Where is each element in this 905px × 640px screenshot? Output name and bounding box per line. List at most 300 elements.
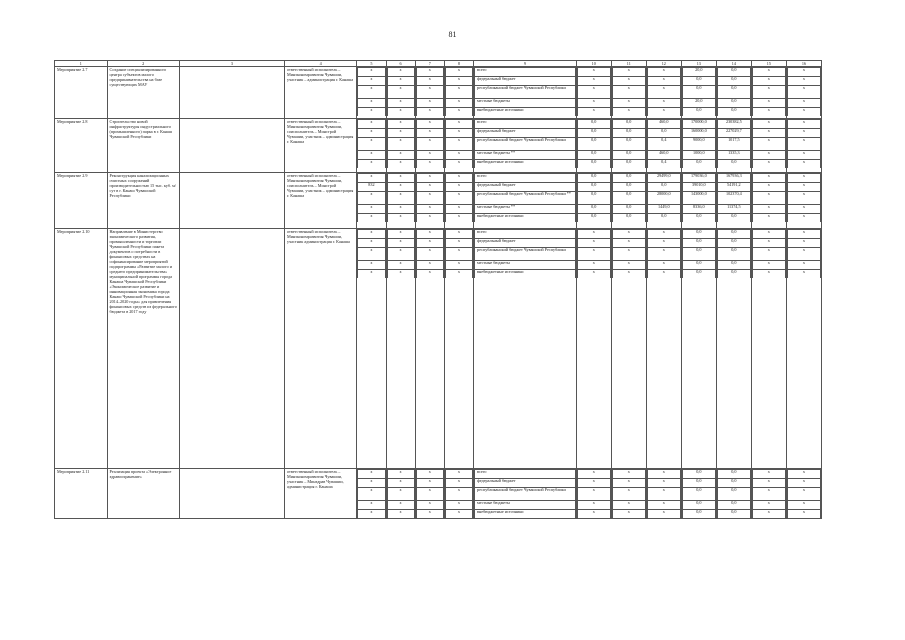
amount-value: x xyxy=(612,470,645,479)
value-column xyxy=(576,173,611,229)
empty-cell xyxy=(179,229,284,469)
code-value: x xyxy=(416,108,443,117)
value-column xyxy=(576,119,611,173)
amount-value: x xyxy=(752,129,785,138)
amount-value: x xyxy=(787,270,820,279)
amount-value: x xyxy=(647,470,680,479)
value-column xyxy=(751,469,786,519)
amount-value: x xyxy=(647,230,680,239)
amount-value: x xyxy=(647,501,680,510)
amount-value: x xyxy=(787,77,820,86)
code-value: x xyxy=(358,77,385,86)
amount-value: x xyxy=(647,261,680,270)
amount-value: x xyxy=(752,488,785,501)
amount-value: x xyxy=(787,86,820,99)
amount-value: x xyxy=(647,479,680,488)
measure-id: Мероприятие 2.10 xyxy=(55,229,108,469)
code-value: x xyxy=(358,501,385,510)
code-value: x xyxy=(416,248,443,261)
amount-value: x xyxy=(577,77,610,86)
code-value: x xyxy=(416,501,443,510)
code-value: x xyxy=(358,138,385,151)
amount-value: 0,0 xyxy=(682,261,715,270)
amount-value: 39010,0 xyxy=(682,183,715,192)
amount-value: x xyxy=(612,108,645,117)
code-value: x xyxy=(387,108,414,117)
amount-value: 1449,0 xyxy=(647,205,680,214)
code-value: 832 xyxy=(358,183,385,192)
code-value: x xyxy=(358,214,385,223)
amount-value: 0,0 xyxy=(717,160,750,169)
value-column xyxy=(681,173,716,229)
code-value: x xyxy=(416,77,443,86)
funding-source: федеральный бюджет xyxy=(475,239,576,248)
header-cell: 9 xyxy=(474,61,577,67)
amount-value: x xyxy=(647,270,680,279)
amount-value: 1335,3 xyxy=(717,151,750,160)
page-number: 81 xyxy=(448,30,457,39)
code-value: x xyxy=(416,129,443,138)
amount-value: x xyxy=(577,488,610,501)
code-value: x xyxy=(387,230,414,239)
amount-value: x xyxy=(612,510,645,519)
funding-source: всего xyxy=(475,230,576,239)
amount-value: x xyxy=(752,86,785,99)
value-column xyxy=(611,229,646,469)
amount-value: 0,0 xyxy=(682,86,715,99)
amount-value: x xyxy=(612,230,645,239)
measure-row xyxy=(55,119,822,173)
measure-executor: ответственный исполнитель – Минэкономразвития Чувашии, соисполнитель – Минстрой Чувашии, участник – администрация г. Канаша xyxy=(284,173,356,229)
measure-executor: ответственный исполнитель – Минэкономразвития Чувашии, участник – администрация г. Канаша xyxy=(284,67,356,119)
amount-value: 0,0 xyxy=(682,160,715,169)
measure-name: Реконструкция канализационных очистных сооружений производительностью 15 тыс. куб. м/сут в г. Канаш Чувашской Республики xyxy=(107,173,179,229)
header-cell: 5 xyxy=(357,61,386,67)
value-column xyxy=(611,67,646,119)
code-column xyxy=(357,469,386,519)
code-value: x xyxy=(358,99,385,108)
amount-value: x xyxy=(752,77,785,86)
amount-value: x xyxy=(577,270,610,279)
funding-source: республиканский бюджет Чувашской Республики xyxy=(475,138,576,151)
value-column xyxy=(716,67,751,119)
measure-row xyxy=(55,67,822,119)
code-value: x xyxy=(445,510,472,519)
amount-value: x xyxy=(787,120,820,129)
code-column xyxy=(415,469,444,519)
value-column xyxy=(716,173,751,229)
value-column xyxy=(681,229,716,469)
code-value: x xyxy=(416,470,443,479)
amount-value: 11374,5 xyxy=(717,205,750,214)
funding-source: местные бюджеты xyxy=(475,261,576,270)
amount-value: x xyxy=(752,501,785,510)
amount-value: 0,0 xyxy=(577,120,610,129)
code-value: x xyxy=(387,138,414,151)
amount-value: x xyxy=(787,138,820,151)
code-column xyxy=(386,469,415,519)
measure-id: Мероприятие 2.9 xyxy=(55,173,108,229)
funding-source: федеральный бюджет xyxy=(475,183,576,192)
code-value: x xyxy=(445,108,472,117)
amount-value: x xyxy=(647,488,680,501)
amount-value: 460,0 xyxy=(647,151,680,160)
amount-value: 167936,3 xyxy=(717,174,750,183)
empty-cell xyxy=(179,67,284,119)
amount-value: 0,0 xyxy=(612,205,645,214)
amount-value: x xyxy=(787,510,820,519)
code-column xyxy=(444,173,473,229)
code-value: x xyxy=(358,261,385,270)
amount-value: x xyxy=(612,261,645,270)
code-value: x xyxy=(387,214,414,223)
code-value: x xyxy=(358,192,385,205)
code-value: x xyxy=(416,174,443,183)
amount-value: 460,0 xyxy=(647,120,680,129)
amount-value: 0,0 xyxy=(717,488,750,501)
header-cell: 1 xyxy=(55,61,108,67)
amount-value: 0,0 xyxy=(577,160,610,169)
amount-value: x xyxy=(647,510,680,519)
source-column xyxy=(474,67,577,119)
amount-value: x xyxy=(577,510,610,519)
header-cell: 2 xyxy=(107,61,179,67)
amount-value: 0,0 xyxy=(647,183,680,192)
code-value: x xyxy=(358,270,385,279)
amount-value: 0,0 xyxy=(577,205,610,214)
amount-value: 0,0 xyxy=(682,248,715,261)
measure-executor: ответственный исполнитель – Минэкономразвития Чувашии, участник администрация г. Канаша xyxy=(284,229,356,469)
code-value: x xyxy=(416,86,443,99)
amount-value: 0,0 xyxy=(682,510,715,519)
value-column xyxy=(646,67,681,119)
code-value: x xyxy=(445,183,472,192)
amount-value: 0,0 xyxy=(717,77,750,86)
code-value: x xyxy=(358,151,385,160)
amount-value: 20,0 xyxy=(682,68,715,77)
amount-value: 0,0 xyxy=(682,501,715,510)
measure-name: Строительство новой инфраструктуры индустриального (промышленного) парка в г. Канаш Чувашской Республики xyxy=(107,119,179,173)
measure-name: Создание специализированного центра субъектов малого предпринимательства на базе существующих МАУ xyxy=(107,67,179,119)
amount-value: 0,0 xyxy=(717,510,750,519)
code-column xyxy=(415,229,444,469)
value-column xyxy=(786,173,821,229)
code-value: x xyxy=(387,77,414,86)
amount-value: 0,0 xyxy=(717,230,750,239)
amount-value: 0,0 xyxy=(612,214,645,223)
amount-value: 0,0 xyxy=(717,239,750,248)
code-value: x xyxy=(358,248,385,261)
code-value: x xyxy=(445,248,472,261)
amount-value: x xyxy=(787,174,820,183)
empty-cell xyxy=(179,173,284,229)
code-column xyxy=(386,173,415,229)
code-value: x xyxy=(445,174,472,183)
amount-value: x xyxy=(787,248,820,261)
code-value: x xyxy=(445,86,472,99)
amount-value: x xyxy=(612,248,645,261)
amount-value: x xyxy=(752,239,785,248)
value-column xyxy=(611,173,646,229)
amount-value: x xyxy=(787,192,820,205)
amount-value: x xyxy=(787,151,820,160)
value-column xyxy=(716,229,751,469)
code-value: x xyxy=(445,488,472,501)
code-column xyxy=(386,229,415,469)
funding-source: всего xyxy=(475,174,576,183)
amount-value: x xyxy=(787,261,820,270)
header-cell: 15 xyxy=(751,61,786,67)
amount-value: 0,0 xyxy=(577,129,610,138)
measure-row xyxy=(55,469,822,519)
code-value: x xyxy=(416,239,443,248)
code-value: x xyxy=(445,470,472,479)
amount-value: 1000,0 xyxy=(682,151,715,160)
amount-value: x xyxy=(647,99,680,108)
amount-value: x xyxy=(752,174,785,183)
code-value: x xyxy=(358,205,385,214)
amount-value: x xyxy=(577,68,610,77)
funding-source: республиканский бюджет Чувашской Республики xyxy=(475,488,576,501)
amount-value: 0,0 xyxy=(612,151,645,160)
amount-value: 0,0 xyxy=(717,270,750,279)
code-value: x xyxy=(358,129,385,138)
funding-source: местные бюджеты xyxy=(475,501,576,510)
code-value: x xyxy=(387,501,414,510)
funding-source: местные бюджеты ** xyxy=(475,151,576,160)
amount-value: x xyxy=(577,479,610,488)
amount-value: 0,0 xyxy=(612,174,645,183)
code-value: x xyxy=(416,270,443,279)
amount-value: x xyxy=(577,261,610,270)
amount-value: 0,0 xyxy=(717,99,750,108)
funding-source: местные бюджеты ** xyxy=(475,205,576,214)
header-cell: 6 xyxy=(386,61,415,67)
amount-value: 0,0 xyxy=(682,470,715,479)
code-value: x xyxy=(387,183,414,192)
amount-value: 0,0 xyxy=(717,86,750,99)
amount-value: 28000,0 xyxy=(647,192,680,205)
value-column xyxy=(716,119,751,173)
code-column xyxy=(357,173,386,229)
amount-value: 102370,4 xyxy=(717,192,750,205)
funding-source: внебюджетные источники xyxy=(475,214,576,223)
amount-value: 0,0 xyxy=(577,138,610,151)
amount-value: 0,0 xyxy=(717,248,750,261)
amount-value: x xyxy=(752,510,785,519)
amount-value: 170000,0 xyxy=(682,120,715,129)
code-value: x xyxy=(387,510,414,519)
amount-value: 0,0 xyxy=(682,77,715,86)
header-cell: 8 xyxy=(444,61,473,67)
value-column xyxy=(786,469,821,519)
amount-value: 0,0 xyxy=(577,151,610,160)
funding-source: всего xyxy=(475,470,576,479)
header-cell: 11 xyxy=(611,61,646,67)
amount-value: x xyxy=(577,99,610,108)
amount-value: x xyxy=(612,68,645,77)
code-value: x xyxy=(416,138,443,151)
measure-id: Мероприятие 2.11 xyxy=(55,469,108,519)
funding-source: федеральный бюджет xyxy=(475,129,576,138)
amount-value: 0,4 xyxy=(647,138,680,151)
amount-value: x xyxy=(577,230,610,239)
code-value: x xyxy=(387,270,414,279)
amount-value: x xyxy=(752,151,785,160)
amount-value: 0,0 xyxy=(682,479,715,488)
amount-value: x xyxy=(752,120,785,129)
amount-value: 0,0 xyxy=(612,129,645,138)
empty-cell xyxy=(179,469,284,519)
code-value: x xyxy=(387,192,414,205)
code-value: x xyxy=(416,230,443,239)
amount-value: x xyxy=(647,68,680,77)
value-column xyxy=(716,469,751,519)
code-value: x xyxy=(416,183,443,192)
code-value: x xyxy=(387,248,414,261)
amount-value: 0,0 xyxy=(717,68,750,77)
funding-source: республиканский бюджет Чувашской Республики xyxy=(475,86,576,99)
amount-value: x xyxy=(752,138,785,151)
amount-value: x xyxy=(612,501,645,510)
code-value: x xyxy=(416,68,443,77)
source-column xyxy=(474,469,577,519)
code-value: x xyxy=(387,479,414,488)
amount-value: x xyxy=(752,248,785,261)
value-column xyxy=(751,229,786,469)
code-value: x xyxy=(445,192,472,205)
amount-value: 0,0 xyxy=(682,488,715,501)
amount-value: 0,0 xyxy=(682,270,715,279)
source-column xyxy=(474,229,577,469)
amount-value: x xyxy=(647,248,680,261)
code-value: x xyxy=(445,270,472,279)
amount-value: x xyxy=(612,77,645,86)
amount-value: x xyxy=(752,214,785,223)
code-value: x xyxy=(445,501,472,510)
amount-value: 0,0 xyxy=(682,230,715,239)
amount-value: 9000,0 xyxy=(682,138,715,151)
code-column xyxy=(357,119,386,173)
code-value: x xyxy=(445,261,472,270)
amount-value: x xyxy=(752,68,785,77)
amount-value: x xyxy=(577,86,610,99)
amount-value: x xyxy=(752,99,785,108)
code-value: x xyxy=(416,488,443,501)
code-value: x xyxy=(416,151,443,160)
amount-value: x xyxy=(787,470,820,479)
value-column xyxy=(646,469,681,519)
funding-source: федеральный бюджет xyxy=(475,77,576,86)
funding-source: всего xyxy=(475,120,576,129)
code-column xyxy=(444,67,473,119)
funding-source: всего xyxy=(475,68,576,77)
amount-value: x xyxy=(752,479,785,488)
amount-value: x xyxy=(612,239,645,248)
header-cell: 3 xyxy=(179,61,284,67)
amount-value: x xyxy=(752,230,785,239)
amount-value: 0,0 xyxy=(717,214,750,223)
header-cell: 14 xyxy=(716,61,751,67)
code-value: x xyxy=(387,174,414,183)
code-value: x xyxy=(358,120,385,129)
amount-value: 0,0 xyxy=(577,214,610,223)
code-value: x xyxy=(416,160,443,169)
code-column xyxy=(386,119,415,173)
code-value: x xyxy=(387,205,414,214)
amount-value: x xyxy=(787,160,820,169)
measure-name: Направление в Министерство экономического развития, промышленности и торговли Чувашской Республики пакета документов о потребности в финансовых средствах на софинансирование мероприятий подпрограммы «Развитие малого и среднего предпринимательства» муниципальной программы города Канаша Чувашской Республики «Экономическое развитие и инновационная экономика города Канаш Чувашской Республики на 2014–2020 годы» для привлечения финансовых средств из федерального бюджета в 2017 году xyxy=(107,229,179,469)
code-value: x xyxy=(416,214,443,223)
amount-value: x xyxy=(612,99,645,108)
amount-value: 54191,2 xyxy=(717,183,750,192)
funding-source: республиканский бюджет Чувашской Республики xyxy=(475,248,576,261)
code-value: x xyxy=(416,479,443,488)
amount-value: x xyxy=(787,183,820,192)
value-column xyxy=(786,119,821,173)
code-column xyxy=(444,469,473,519)
header-cell: 16 xyxy=(786,61,821,67)
amount-value: x xyxy=(647,239,680,248)
amount-value: 29499,0 xyxy=(647,174,680,183)
value-column xyxy=(611,469,646,519)
value-column xyxy=(646,119,681,173)
funding-source: республиканский бюджет Чувашской Республики ** xyxy=(475,192,576,205)
empty-cell xyxy=(179,119,284,173)
amount-value: x xyxy=(577,108,610,117)
code-value: x xyxy=(416,99,443,108)
value-column xyxy=(576,229,611,469)
amount-value: 0,0 xyxy=(717,479,750,488)
amount-value: 143000,0 xyxy=(682,192,715,205)
amount-value: 0,0 xyxy=(682,108,715,117)
amount-value: x xyxy=(787,239,820,248)
code-value: x xyxy=(416,261,443,270)
amount-value: x xyxy=(612,86,645,99)
code-value: x xyxy=(445,77,472,86)
code-value: x xyxy=(387,68,414,77)
code-value: x xyxy=(387,261,414,270)
funding-source: внебюджетные источники xyxy=(475,160,576,169)
amount-value: 0,0 xyxy=(577,174,610,183)
amount-value: 0,0 xyxy=(717,261,750,270)
amount-value: 0,4 xyxy=(647,160,680,169)
value-column xyxy=(646,229,681,469)
code-value: x xyxy=(358,488,385,501)
code-column xyxy=(444,229,473,469)
amount-value: x xyxy=(612,488,645,501)
code-value: x xyxy=(445,68,472,77)
amount-value: x xyxy=(787,205,820,214)
amount-value: 160000,0 xyxy=(682,129,715,138)
funding-source: федеральный бюджет xyxy=(475,479,576,488)
amount-value: x xyxy=(577,248,610,261)
value-column xyxy=(751,173,786,229)
funding-source: местные бюджеты xyxy=(475,99,576,108)
value-column xyxy=(786,229,821,469)
value-column xyxy=(786,67,821,119)
code-value: x xyxy=(445,138,472,151)
amount-value: 230382,5 xyxy=(717,120,750,129)
amount-value: 1017,5 xyxy=(717,138,750,151)
amount-value: x xyxy=(787,99,820,108)
amount-value: x xyxy=(577,501,610,510)
value-column xyxy=(611,119,646,173)
amount-value: x xyxy=(647,86,680,99)
funding-source: внебюджетные источники xyxy=(475,108,576,117)
amount-value: x xyxy=(647,77,680,86)
code-value: x xyxy=(416,120,443,129)
